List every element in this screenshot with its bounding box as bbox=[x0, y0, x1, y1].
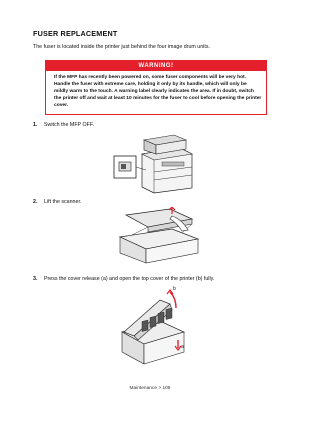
warning-box bbox=[45, 60, 267, 115]
lift-scanner-illustration bbox=[112, 207, 202, 267]
page-title: FUSER REPLACEMENT bbox=[33, 29, 118, 38]
figure-label-b: b bbox=[173, 286, 176, 292]
step-3-number: 3. bbox=[33, 276, 38, 282]
open-top-cover-illustration bbox=[112, 282, 202, 370]
warning-text: If the MFP has recently been powered on, some fuser components will be very hot. Handle the fuser with extreme care, holding it only by its handle, which will only be mildly warm to the touch. A warning label clearly indicates the area. If in doubt, switch the printer off and wait at least 10 minutes for the fuser to cool before opening the printer cover. bbox=[54, 74, 262, 109]
step-3-text: Press the cover release (a) and open the top cover of the printer (b) fully. bbox=[44, 276, 215, 282]
page-footer: Maintenance > 109 bbox=[129, 386, 171, 391]
mfp-power-off-illustration bbox=[112, 132, 202, 194]
intro-paragraph: The fuser is located inside the printer just behind the four image drum units. bbox=[33, 44, 210, 50]
warning-header: WARNING! bbox=[46, 61, 266, 71]
step-2-number: 2. bbox=[33, 199, 38, 205]
figure-label-a: a bbox=[181, 344, 184, 350]
step-1-text: Switch the MFP OFF. bbox=[44, 122, 94, 128]
step-1-number: 1. bbox=[33, 122, 38, 128]
step-2-text: Lift the scanner. bbox=[44, 199, 82, 205]
